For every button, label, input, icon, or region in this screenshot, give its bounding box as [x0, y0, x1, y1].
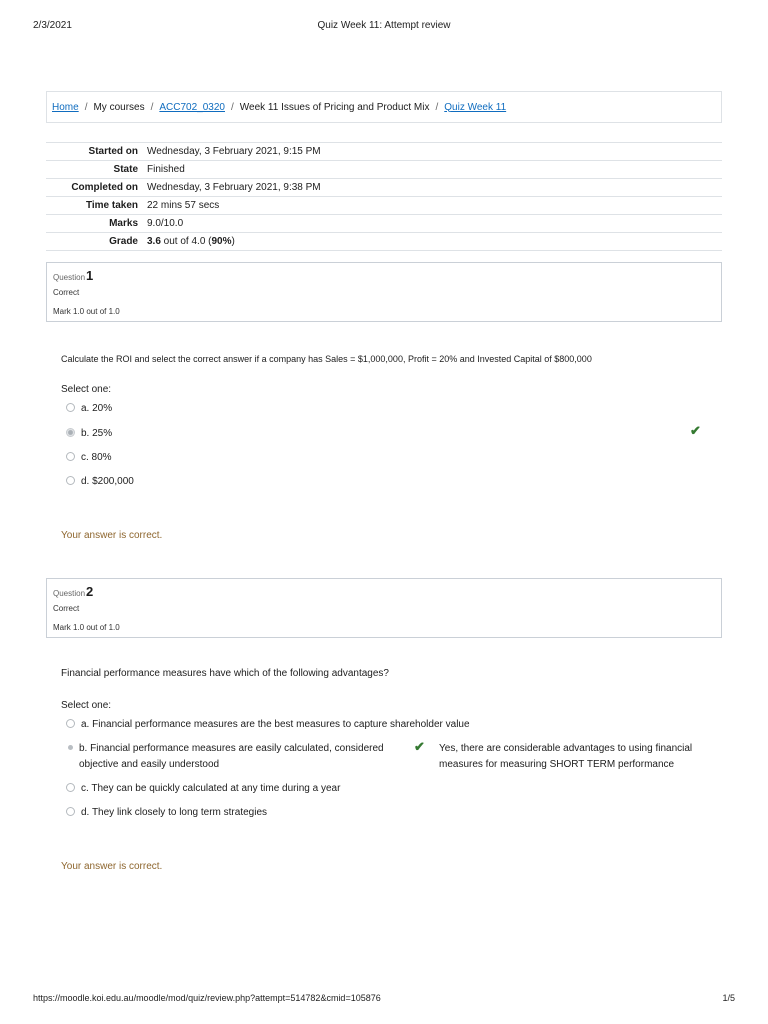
- option-label: a. 20%: [81, 403, 113, 414]
- breadcrumb-separator: /: [230, 101, 234, 113]
- summary-label: Time taken: [85, 200, 138, 211]
- summary-value: 22 mins 57 secs: [147, 200, 220, 211]
- question-2-option-a[interactable]: [66, 717, 470, 733]
- summary-row-grade: [46, 233, 722, 251]
- question-number: [53, 268, 721, 284]
- grade-out-of: out of 4.0 (: [160, 236, 212, 247]
- question-state: Correct: [53, 604, 80, 613]
- print-title: Quiz Week 11: Attempt review: [317, 20, 451, 31]
- breadcrumb: [46, 91, 722, 123]
- check-icon: ✔: [414, 739, 425, 754]
- question-1-prompt: Select one:: [61, 384, 112, 395]
- summary-value: Wednesday, 3 February 2021, 9:15 PM: [147, 146, 321, 157]
- option-label: a. Financial performance measures are the best measures to capture shareholder value: [81, 719, 470, 730]
- question-1-info: [46, 262, 722, 322]
- question-number-value: 2: [86, 584, 94, 599]
- summary-value: Finished: [147, 164, 185, 175]
- attempt-summary-table: [46, 142, 722, 251]
- question-2-outcome: Your answer is correct.: [61, 861, 163, 872]
- question-2-feedback: Yes, there are considerable advantages to using financial measures for measuring SHORT TERM performance: [439, 743, 693, 770]
- print-footer: [33, 993, 735, 1007]
- question-1-option-b[interactable]: [66, 426, 112, 442]
- summary-label: Marks: [109, 218, 138, 229]
- question-mark: Mark 1.0 out of 1.0: [53, 307, 120, 316]
- radio-button[interactable]: [66, 476, 75, 485]
- summary-value: 9.0/10.0: [147, 218, 184, 229]
- question-2-option-c[interactable]: [66, 781, 340, 797]
- option-label: c. They can be quickly calculated at any time during a year: [81, 783, 341, 794]
- breadcrumb-home-link[interactable]: Home: [52, 101, 79, 113]
- summary-value: Wednesday, 3 February 2021, 9:38 PM: [147, 182, 321, 193]
- option-label: d. $200,000: [81, 476, 134, 487]
- question-1-text: Calculate the ROI and select the correct answer if a company has Sales = $1,000,000, Profit = 20% and Invested Capital of $800,000: [61, 354, 592, 364]
- breadcrumb-separator: /: [84, 101, 88, 113]
- question-1-option-a[interactable]: [66, 401, 112, 417]
- question-number-value: 1: [86, 268, 94, 283]
- question-state: Correct: [53, 288, 80, 297]
- option-label: b. Financial performance measures are easily calculated, considered objective and easily understood: [79, 743, 384, 770]
- breadcrumb-quiz-link[interactable]: Quiz Week 11: [444, 101, 507, 113]
- breadcrumb-separator: /: [150, 101, 154, 113]
- question-1-option-c[interactable]: [66, 450, 112, 466]
- grade-close: ): [231, 236, 235, 247]
- question-mark: Mark 1.0 out of 1.0: [53, 623, 120, 632]
- summary-label: Started on: [88, 146, 138, 157]
- radio-button[interactable]: [66, 783, 75, 792]
- question-label: Question: [53, 589, 86, 598]
- option-label: b. 25%: [81, 428, 113, 439]
- summary-row-completed: [46, 179, 722, 197]
- summary-row-marks: [46, 215, 722, 233]
- radio-button-selected[interactable]: [68, 745, 73, 750]
- question-label: Question: [53, 273, 86, 282]
- question-1-option-d[interactable]: [66, 474, 134, 490]
- question-number: [53, 584, 721, 600]
- radio-button[interactable]: [66, 719, 75, 728]
- summary-value: [147, 233, 722, 251]
- option-label: c. 80%: [81, 452, 112, 463]
- print-url: https://moodle.koi.edu.au/moodle/mod/quiz/review.php?attempt=514782&cmid=105876: [33, 993, 381, 1003]
- question-2-info: [46, 578, 722, 638]
- summary-label: Grade: [109, 236, 138, 247]
- radio-button[interactable]: [66, 403, 75, 412]
- breadcrumb-separator: /: [435, 101, 439, 113]
- breadcrumb-course-link[interactable]: ACC702_0320: [159, 101, 225, 113]
- print-header: [33, 20, 735, 34]
- summary-label: Completed on: [71, 182, 138, 193]
- question-2-option-b[interactable]: [66, 741, 396, 773]
- question-2-option-d[interactable]: [66, 805, 267, 821]
- option-label: d. They link closely to long term strategies: [81, 807, 268, 818]
- summary-row-started: [46, 143, 722, 161]
- grade-percent: 90%: [211, 236, 232, 247]
- question-2-text: Financial performance measures have which of the following advantages?: [61, 668, 389, 679]
- summary-row-state: [46, 161, 722, 179]
- summary-label: State: [113, 164, 138, 175]
- radio-button[interactable]: [66, 807, 75, 816]
- summary-row-time-taken: [46, 197, 722, 215]
- question-2-prompt: Select one:: [61, 700, 112, 711]
- print-date: 2/3/2021: [33, 20, 72, 31]
- radio-button-selected[interactable]: [66, 428, 75, 437]
- breadcrumb-section[interactable]: Week 11 Issues of Pricing and Product Mix: [239, 101, 430, 113]
- question-1-outcome: Your answer is correct.: [61, 530, 163, 541]
- check-icon: ✔: [690, 423, 701, 438]
- radio-button[interactable]: [66, 452, 75, 461]
- print-page-number: 1/5: [722, 993, 735, 1003]
- grade-score: 3.6: [147, 236, 161, 247]
- breadcrumb-my-courses[interactable]: My courses: [93, 101, 145, 113]
